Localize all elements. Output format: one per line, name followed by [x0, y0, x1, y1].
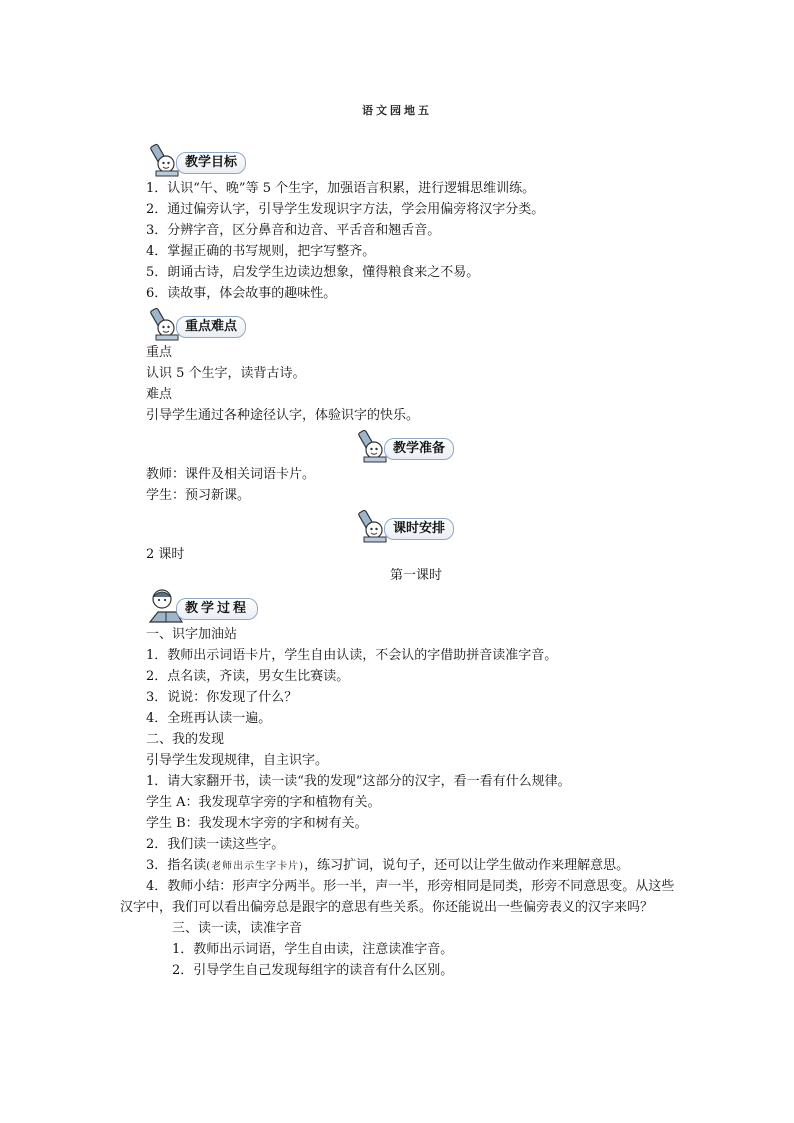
- document-body: [120, 140, 686, 981]
- process-item: 1．教师出示词语卡片，学生自由认读，不会认的字借助拼音读准字音。: [146, 648, 558, 663]
- process-part-1-title: 一、识字加油站: [146, 627, 238, 642]
- section-badge-process: [146, 586, 266, 624]
- section-title-goals: 教学目标: [176, 152, 246, 174]
- difficulty-label: 难点: [146, 387, 173, 402]
- prep-teacher: 教师：课件及相关词语卡片。: [146, 467, 316, 482]
- goal-item: 4．掌握正确的书写规则，把字写整齐。: [146, 244, 376, 259]
- process-item: 3．说说：你发现了什么？: [146, 690, 298, 705]
- difficulty-text: 引导学生通过各种途径认字，体验识字的快乐。: [146, 408, 420, 423]
- goal-item: 2．通过偏旁认字，引导学生发现识字方法，学会用偏旁将汉字分类。: [146, 202, 545, 217]
- process-item-text: 3．指名读: [146, 858, 207, 873]
- process-part-3-title: 三、读一读，读准字音: [172, 921, 303, 936]
- schedule-hours: 2 课时: [146, 547, 185, 562]
- section-badge-prep: [354, 426, 474, 464]
- process-item-text: ，练习扩词，说句子，还可以让学生做动作来理解意思。: [304, 858, 630, 873]
- student-answer-b: 学生 B：我发现木字旁的字和树有关。: [146, 816, 368, 831]
- process-item: 4．全班再认读一遍。: [146, 711, 272, 726]
- section-title-key: 重点难点: [176, 316, 246, 338]
- goal-item: 1．认识“午、晚”等 5 个生字，加强语言积累，进行逻辑思维训练。: [146, 181, 536, 196]
- key-label: 重点: [146, 345, 173, 360]
- process-item: 2．点名读，齐读，男女生比赛读。: [146, 669, 350, 684]
- section-badge-schedule: [354, 506, 474, 544]
- section-title-prep: 教学准备: [384, 438, 454, 460]
- goal-item: 6．读故事，体会故事的趣味性。: [146, 286, 337, 301]
- process-item: 2．我们读一读这些字。: [146, 837, 285, 852]
- process-part-2-title: 二、我的发现: [146, 732, 225, 747]
- section-badge-key: [146, 304, 266, 342]
- goal-item: 3．分辨字音，区分鼻音和边音、平舌音和翘舌音。: [146, 223, 441, 238]
- process-item: 1．请大家翻开书，读一读“我的发现”这部分的汉字，看一看有什么规律。: [146, 774, 571, 789]
- process-intro: 引导学生发现规律，自主识字。: [146, 753, 329, 768]
- section-badge-goals: [146, 140, 266, 178]
- student-answer-a: 学生 A：我发现草字旁的字和植物有关。: [146, 795, 381, 810]
- process-item: 1．教师出示词语，学生自由读，注意读准字音。: [172, 942, 454, 957]
- section-title-schedule: 课时安排: [384, 518, 454, 540]
- key-text: 认识 5 个生字，读背古诗。: [146, 366, 306, 381]
- process-item: [146, 855, 686, 876]
- prep-student: 学生：预习新课。: [146, 488, 251, 503]
- lesson-title: 第一课时: [389, 568, 442, 583]
- section-title-process: 教学过程: [176, 598, 258, 620]
- teacher-note: (老师出示生字卡片): [206, 861, 305, 872]
- goal-item: 5．朗诵古诗，启发学生边读边想象，懂得粮食来之不易。: [146, 265, 480, 280]
- teacher-summary: 4．教师小结：形声字分两半。形一半，声一半，形旁相同是同类，形旁不同意思变。从这些汉字中，我们可以看出偏旁总是跟字的意思有些关系。你还能说出一些偏旁表义的汉字来吗？: [120, 879, 675, 915]
- process-item: 2．引导学生自己发现每组字的读音有什么区别。: [172, 963, 454, 978]
- page-header: 语文园地五: [362, 104, 432, 117]
